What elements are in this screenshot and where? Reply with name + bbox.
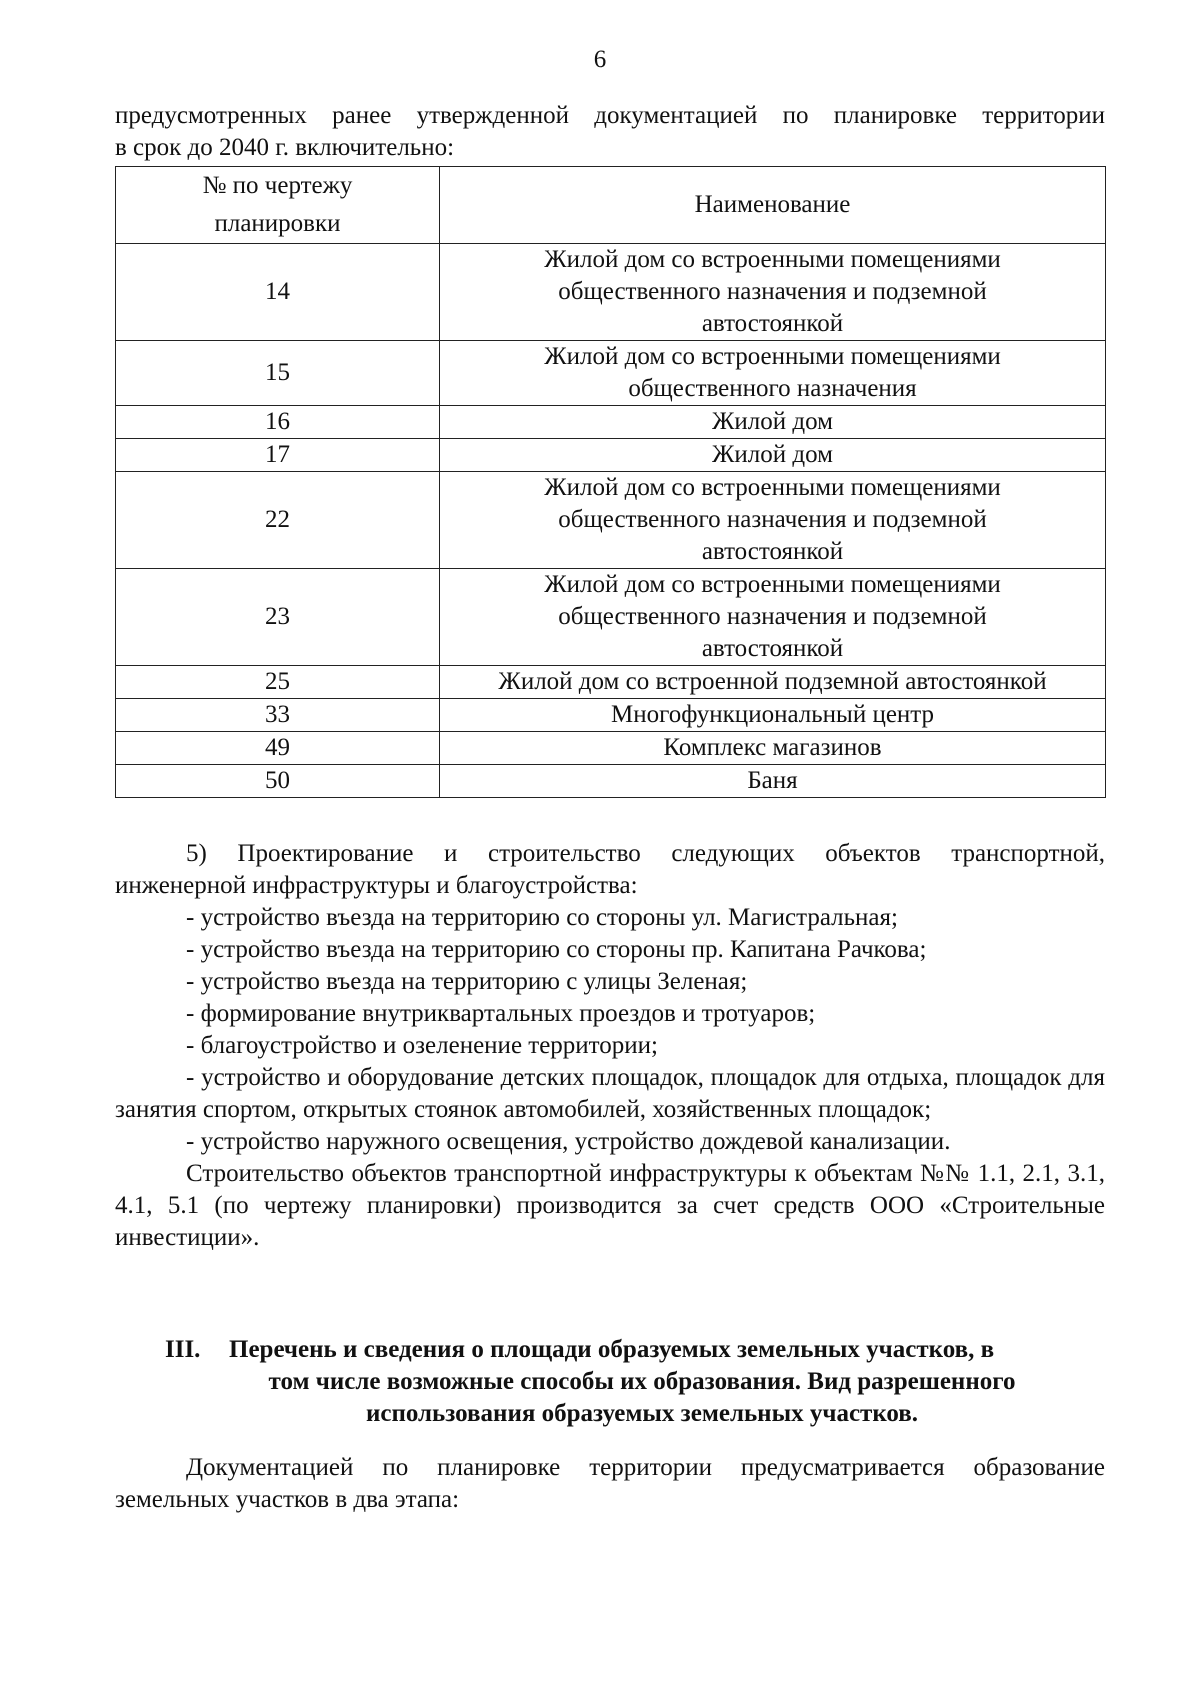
cell-number: 15	[116, 341, 440, 406]
cell-number: 16	[116, 406, 440, 439]
table-row	[116, 244, 1106, 341]
table-row	[116, 765, 1106, 798]
intro-line-1: предусмотренных ранее утвержденной документацией по планировке территории	[115, 102, 1105, 129]
intro-line-2: в срок до 2040 г. включительно:	[115, 134, 455, 161]
cell-number: 33	[116, 699, 440, 732]
header-name: Наименование	[440, 167, 1106, 244]
list-item: - устройство въезда на территорию со стороны пр. Капитана Рачкова;	[186, 936, 927, 963]
list-item: - устройство и оборудование детских площадок, площадок для отдыха, площадок для занятия спортом, открытых стоянок автомобилей, хозяйственных площадок;	[115, 1064, 1105, 1123]
cell-number: 14	[116, 244, 440, 341]
financing-paragraph: Строительство объектов транспортной инфраструктуры к объектам №№ 1.1, 2.1, 3.1, 4.1, 5.1 (по чертежу планировки) производится за счет средств ООО «Строительные инвестиции».	[115, 1160, 1105, 1251]
table-row	[116, 472, 1106, 569]
table-row	[116, 666, 1106, 699]
table-row	[116, 439, 1106, 472]
cell-number: 23	[116, 569, 440, 666]
list-item: - устройство наружного освещения, устройство дождевой канализации.	[186, 1128, 951, 1155]
table-row	[116, 732, 1106, 765]
cell-name: Жилой дом со встроенными помещениями общественного назначения и подземной автостоянкой	[440, 569, 1106, 666]
cell-name: Жилой дом	[440, 406, 1106, 439]
section5-intro-line-2: инженерной инфраструктуры и благоустройства:	[115, 872, 638, 899]
closing-paragraph	[115, 1452, 1105, 1516]
list-item: - благоустройство и озеленение территории;	[186, 1032, 658, 1059]
table-row	[116, 699, 1106, 732]
cell-name: Жилой дом со встроенной подземной автостоянкой	[440, 666, 1106, 699]
cell-number: 50	[116, 765, 440, 798]
cell-name: Жилой дом	[440, 439, 1106, 472]
cell-name: Жилой дом со встроенными помещениями общественного назначения и подземной автостоянкой	[440, 244, 1106, 341]
list-item: - устройство въезда на территорию с улицы Зеленая;	[186, 968, 748, 995]
page-number: 6	[593, 46, 607, 73]
cell-name: Жилой дом со встроенными помещениями общественного назначения	[440, 341, 1106, 406]
cell-name: Комплекс магазинов	[440, 732, 1106, 765]
cell-number: 25	[116, 666, 440, 699]
table-header-row	[116, 167, 1106, 244]
cell-name: Баня	[440, 765, 1106, 798]
section5-intro-line-1: 5) Проектирование и строительство следующих объектов транспортной,	[186, 840, 1105, 867]
header-number: № по чертежу планировки	[116, 167, 440, 244]
cell-name: Многофункциональный центр	[440, 699, 1106, 732]
section3-numeral: III.	[165, 1336, 201, 1363]
table-row	[116, 406, 1106, 439]
cell-name: Жилой дом со встроенными помещениями общественного назначения и подземной автостоянкой	[440, 472, 1106, 569]
cell-number: 49	[116, 732, 440, 765]
section3-heading-line-3: использования образуемых земельных участков.	[365, 1400, 919, 1427]
section-3-heading	[115, 1334, 1105, 1430]
section-5	[115, 838, 1105, 1254]
table-row	[116, 341, 1106, 406]
section3-heading-line-2: том числе возможные способы их образования. Вид разрешенного	[268, 1368, 1016, 1395]
list-item: - устройство въезда на территорию со стороны ул. Магистральная;	[186, 904, 898, 931]
objects-table	[115, 166, 1106, 798]
intro-paragraph	[115, 100, 1105, 164]
section3-heading-line-1: III. Перечень и сведения о площади образуемых земельных участков, в	[115, 1334, 1105, 1366]
cell-number: 22	[116, 472, 440, 569]
list-item: - формирование внутриквартальных проездов и тротуаров;	[186, 1000, 816, 1027]
table-row	[116, 569, 1106, 666]
cell-number: 17	[116, 439, 440, 472]
closing-text: Документацией по планировке территории предусматривается образование земельных участков в два этапа:	[115, 1454, 1105, 1513]
table-body	[116, 244, 1106, 798]
